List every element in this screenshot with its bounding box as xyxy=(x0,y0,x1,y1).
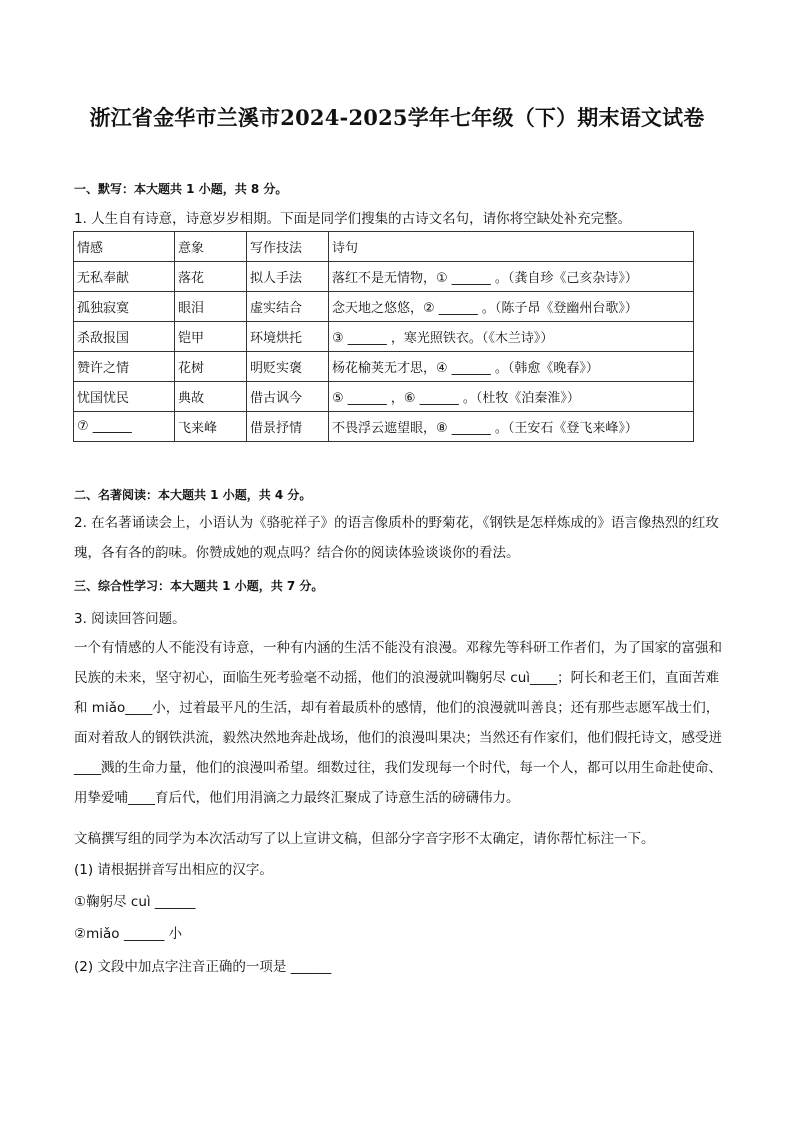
table-cell: 眼泪 xyxy=(175,292,247,322)
table-cell: 拟人手法 xyxy=(247,262,329,292)
page-title: 浙江省金华市兰溪市2024-2025学年七年级（下）期末语文试卷 xyxy=(89,105,705,130)
table-row xyxy=(74,262,694,292)
table-cell: 典故 xyxy=(175,382,247,412)
table-cell: 虚实结合 xyxy=(247,292,329,322)
section-2-heading: 二、名著阅读：本大题共 1 小题，共 4 分。 xyxy=(74,488,312,502)
table-header-cell: 情感 xyxy=(74,232,175,262)
table-cell: 借景抒情 xyxy=(247,412,329,442)
table-cell: 明贬实褒 xyxy=(247,352,329,382)
table-row xyxy=(74,292,694,322)
table-cell: 念天地之悠悠，② ______ 。（陈子昂《登幽州台歌》） xyxy=(329,292,694,322)
sub-question-1: (1) 请根据拼音写出相应的汉字。 xyxy=(74,862,273,878)
table-header-cell: 写作技法 xyxy=(247,232,329,262)
table-header-cell: 意象 xyxy=(175,232,247,262)
table-cell: ⑤ ______ ，⑥ ______ 。（杜牧《泊秦淮》） xyxy=(329,382,694,412)
question-2-text: 2. 在名著诵读会上，小语认为《骆驼祥子》的语言像质朴的野菊花，《钢铁是怎样炼成的》语言像热烈的红玫瑰，各有各的韵味。你赞成她的观点吗？结合你的阅读体验谈谈你的看法。 xyxy=(74,515,719,561)
table-row xyxy=(74,322,694,352)
table-cell: 不畏浮云遮望眼，⑧ ______ 。（王安石《登飞来峰》） xyxy=(329,412,694,442)
instruction-text: 文稿撰写组的同学为本次活动写了以上宣讲文稿，但部分字音字形不太确定，请你帮忙标注一下。 xyxy=(74,831,655,847)
reading-passage: 一个有情感的人不能没有诗意，一种有内涵的生活不能没有浪漫。邓稼先等科研工作者们，为了国家的富强和民族的未来，坚守初心，面临生死考验毫不动摇，他们的浪漫就叫鞠躬尽 cuì____；阿长和老王们，直面苦难和 miǎo____小，过着最平凡的生活，却有着最质朴的感情，他们的浪漫就叫善良；还有那些志愿军战士们，面对着敌人的钢铁洪流，毅然决然地奔赴战场，他们的浪漫叫果决；当然还有作家们，他们假托诗文，感受迸____溅的生命力量，他们的浪漫叫希望。细数过往，我们发现每一个时代，每一个人，都可以用生命赴使命、用挚爱哺____育后代，他们用涓滴之力最终汇聚成了诗意生活的磅礴伟力。 xyxy=(74,640,722,806)
table-cell: 花树 xyxy=(175,352,247,382)
table-row xyxy=(74,352,694,382)
table-cell: 飞来峰 xyxy=(175,412,247,442)
table-row xyxy=(74,412,694,442)
question-1-text: 1. 人生自有诗意，诗意岁岁相期。下面是同学们搜集的古诗文名句，请你将空缺处补充完整。 xyxy=(74,211,632,227)
poem-table xyxy=(73,231,694,442)
table-cell: ③ ______ ，寒光照铁衣。（《木兰诗》） xyxy=(329,322,694,352)
table-cell: ⑦ ______ xyxy=(74,412,175,442)
sub-question-2: (2) 文段中加点字注音正确的一项是 ______ xyxy=(74,959,332,975)
table-header-cell: 诗句 xyxy=(329,232,694,262)
section-3-heading: 三、综合性学习：本大题共 1 小题，共 7 分。 xyxy=(74,579,324,593)
question-3-text: 3. 阅读回答问题。 xyxy=(74,611,186,627)
table-cell: 无私奉献 xyxy=(74,262,175,292)
table-cell: 忧国忧民 xyxy=(74,382,175,412)
table-cell: 借古讽今 xyxy=(247,382,329,412)
table-cell: 落红不是无情物，① ______ 。（龚自珍《己亥杂诗》） xyxy=(329,262,694,292)
table-cell: 杨花榆荚无才思，④ ______ 。（韩愈《晚春》） xyxy=(329,352,694,382)
sub-question-1a: ①鞠躬尽 cuì ______ xyxy=(74,894,196,910)
table-header-row xyxy=(74,232,694,262)
section-1-heading: 一、默写：本大题共 1 小题，共 8 分。 xyxy=(74,182,288,196)
table-cell: 赞许之情 xyxy=(74,352,175,382)
table-cell: 环境烘托 xyxy=(247,322,329,352)
table-cell: 落花 xyxy=(175,262,247,292)
table-cell: 铠甲 xyxy=(175,322,247,352)
table-cell: 杀敌报国 xyxy=(74,322,175,352)
sub-question-1b: ②miǎo ______ 小 xyxy=(74,926,183,942)
table-row xyxy=(74,382,694,412)
table-cell: 孤独寂寞 xyxy=(74,292,175,322)
